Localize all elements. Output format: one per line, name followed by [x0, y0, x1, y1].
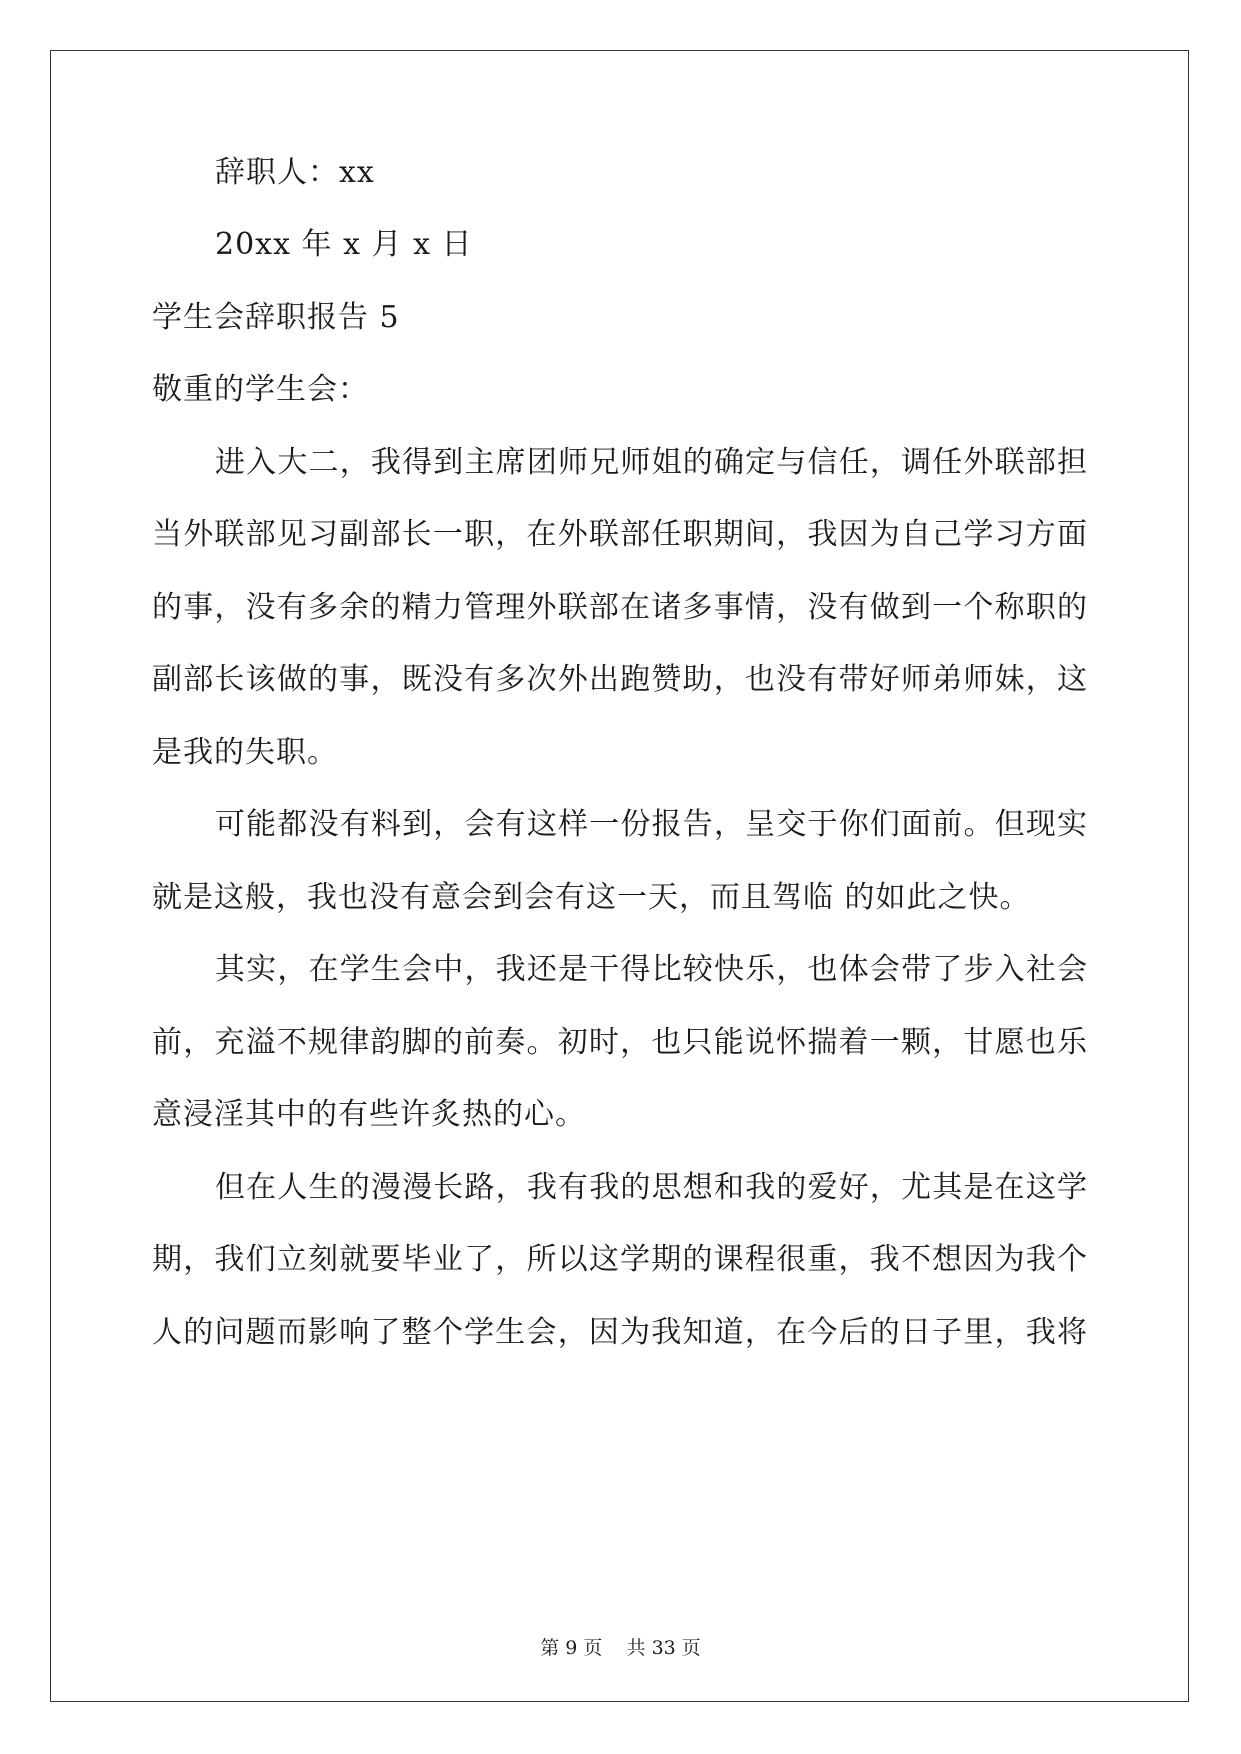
paragraph-line: 是我的失职。: [152, 735, 338, 770]
paragraph-line: 进入大二，我得到主席团师兄师姐的确定与信任，调任外联部担: [215, 445, 1088, 480]
paragraph-line: 副部长该做的事，既没有多次外出跑赞助，也没有带好师弟师妹，这: [152, 662, 1088, 697]
paragraph-line: 但在人生的漫漫长路，我有我的思想和我的爱好，尤其是在这学: [215, 1170, 1088, 1205]
paragraph-line: 当外联部见习副部长一职，在外联部任职期间，我因为自己学习方面: [152, 517, 1088, 552]
page-footer: [0, 1636, 1241, 1660]
paragraph-line: 就是这般，我也没有意会到会有这一天，而且驾临 的如此之快。: [152, 880, 1031, 915]
section-title: 学生会辞职报告 5: [152, 300, 400, 335]
paragraph-line: 其实，在学生会中，我还是干得比较快乐，也体会带了步入社会: [215, 952, 1088, 987]
signature-line: 辞职人：xx: [215, 155, 375, 190]
date-line: 20xx 年 x 月 x 日: [215, 227, 473, 262]
salutation: 敬重的学生会：: [152, 372, 369, 407]
paragraph-line: 前，充溢不规律韵脚的前奏。初时，也只能说怀揣着一颗，甘愿也乐: [152, 1025, 1088, 1060]
paragraph-line: 意浸淫其中的有些许炙热的心。: [152, 1097, 586, 1132]
paragraph-line: 期，我们立刻就要毕业了，所以这学期的课程很重，我不想因为我个: [152, 1242, 1088, 1277]
paragraph-line: 人的问题而影响了整个学生会，因为我知道，在今后的日子里，我将: [152, 1315, 1088, 1350]
page-number: 第 9 页 共 33 页: [540, 1637, 701, 1659]
paragraph-line: 的事，没有多余的精力管理外联部在诸多事情，没有做到一个称职的: [152, 590, 1088, 625]
paragraph-line: 可能都没有料到，会有这样一份报告，呈交于你们面前。但现实: [215, 807, 1088, 842]
